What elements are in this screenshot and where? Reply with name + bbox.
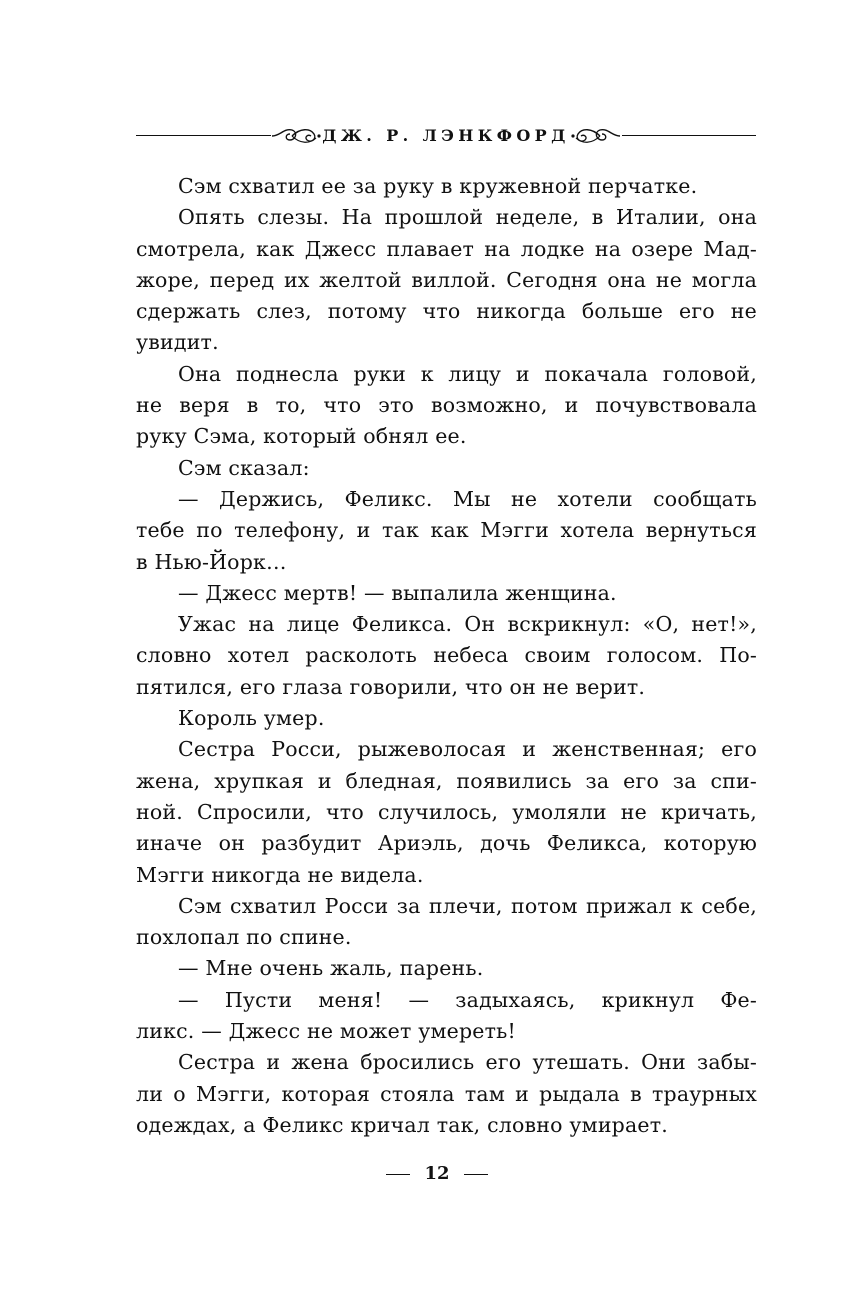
flourish-right-icon: [570, 124, 622, 148]
text-line: ликс. — Джесс не может умереть!: [136, 1019, 516, 1044]
text-line: Сэм схватил ее за руку в кружевной перчатке.: [178, 174, 698, 198]
text-line: увидит.: [136, 330, 219, 355]
header-rule-right: [622, 135, 756, 136]
text-line: ной. Спросили, что случилось, умоляли не кричать,: [136, 799, 757, 824]
text-line: Мэгги никогда не видела.: [136, 862, 424, 887]
footer-dash-left: [386, 1174, 410, 1175]
text-line: тебе по телефону, и так как Мэгги хотела вернуться: [136, 518, 757, 543]
footer-dash-right: [464, 1174, 488, 1175]
header-rule-left: [136, 135, 271, 136]
text-line: Король умер.: [178, 706, 325, 731]
text-line: Сестра Росси, рыжеволосая и женственная; его: [178, 737, 757, 762]
text-line: жена, хрупкая и бледная, появились за его за спи-: [136, 768, 757, 793]
text-line: Сестра и жена бросились его утешать. Они забы-: [178, 1050, 757, 1075]
text-line: — Джесс мертв! — выпалила женщина.: [178, 580, 617, 605]
text-line: Сэм схватил Росси за плечи, потом прижал к себе,: [178, 893, 757, 918]
page-footer: [372, 1159, 502, 1189]
text-line: похлопал по спине.: [136, 925, 352, 950]
running-header: [136, 120, 756, 152]
text-line: жоре, перед их желтой виллой. Сегодня она не могла: [136, 267, 757, 292]
text-line: — Пусти меня! — задыхаясь, крикнул Фе-: [178, 987, 757, 1012]
text-line: словно хотел расколоть небеса своим голосом. По-: [136, 643, 757, 668]
text-line: пятился, его глаза говорили, что он не верит.: [136, 674, 646, 699]
text-line: иначе он разбудит Ариэль, дочь Феликса, которую: [136, 831, 757, 856]
page-number: 12: [424, 1163, 450, 1184]
author-name: ДЖ. Р. ЛЭНКФОРД: [322, 126, 570, 145]
text-line: одеждах, а Феликс кричал так, словно умирает.: [136, 1112, 669, 1137]
text-line: Опять слезы. На прошлой неделе, в Италии, она: [178, 205, 757, 230]
text-line: в Нью-Йорк…: [136, 549, 287, 574]
text-line: руку Сэма, который обнял ее.: [136, 424, 467, 449]
text-line: Ужас на лице Феликса. Он вскрикнул: «О, нет!»,: [178, 612, 757, 637]
flourish-left-icon: [270, 124, 322, 148]
text-line: ли о Мэгги, которая стояла там и рыдала в траурных: [136, 1081, 757, 1106]
body-text: [136, 171, 757, 1141]
text-line: не веря в то, что это возможно, и почувствовала: [136, 393, 757, 418]
text-line: сдержать слез, потому что никогда больше его не: [136, 299, 757, 324]
text-line: Она поднесла руки к лицу и покачала головой,: [178, 361, 757, 386]
text-line: смотрела, как Джесс плавает на лодке на озере Мад-: [136, 236, 757, 261]
text-line: — Держись, Феликс. Мы не хотели сообщать: [178, 486, 757, 511]
text-line: Сэм сказал:: [178, 455, 310, 480]
text-line: — Мне очень жаль, парень.: [178, 956, 484, 981]
